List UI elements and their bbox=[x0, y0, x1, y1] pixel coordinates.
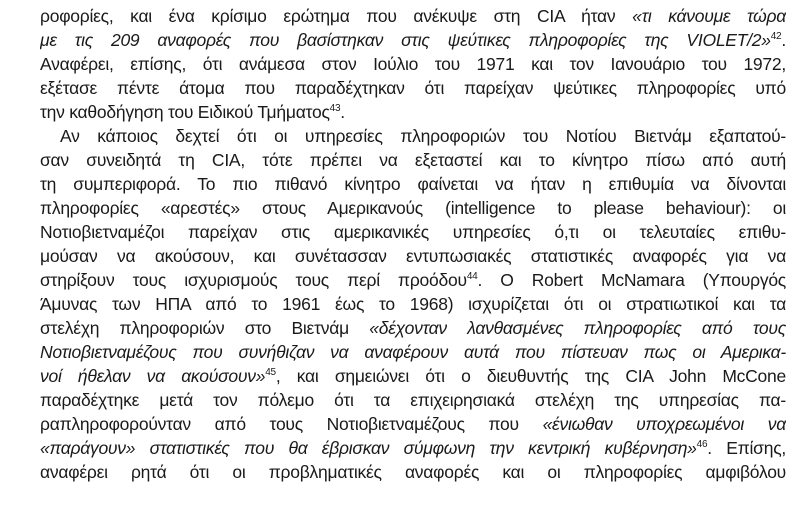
text-line bbox=[40, 292, 786, 316]
text-line bbox=[40, 196, 786, 220]
text-line bbox=[40, 220, 786, 244]
text-line bbox=[40, 460, 786, 484]
text-line bbox=[40, 412, 786, 436]
text-line bbox=[40, 364, 786, 388]
body-text: ροφορίες, και ένα κρίσιμο ερώτημα που ανέκυψε στη CIA ήταν bbox=[40, 6, 633, 26]
text-line bbox=[40, 52, 786, 76]
text-line bbox=[40, 244, 786, 268]
text-line bbox=[40, 28, 786, 52]
quoted-text: με τις 209 αναφορές που βασίστηκαν στις ψεύτικες πληροφορίες της VIOLET/2» bbox=[40, 30, 771, 50]
quoted-text: «τι κάνουμε τώρα bbox=[632, 6, 786, 26]
body-text: Αναφέρει, επίσης, ότι ανάμεσα στον Ιούλιο του 1971 και τον Ιανουάριο του 1972, bbox=[40, 54, 786, 74]
body-text: . Ο Robert McNamara (Υπουργός bbox=[477, 270, 786, 290]
footnote-ref: 44 bbox=[466, 271, 478, 282]
footnote-ref: 42 bbox=[770, 31, 782, 42]
body-text: τη συμπεριφορά. Το πιο πιθανό κίνητρο φαίνεται να ήταν η επιθυμία να δίνονται bbox=[40, 174, 786, 194]
body-text: ραπληροφορούνταν από τους Νοτιοβιετναμέζους που bbox=[40, 414, 543, 434]
body-text: . bbox=[340, 102, 345, 122]
body-text: μούσαν να ακούσουν, και συνέτασσαν εντυπωσιακές στατιστικές αναφορές για να bbox=[40, 246, 786, 266]
footnote-ref: 45 bbox=[265, 367, 276, 378]
text-line bbox=[40, 388, 786, 412]
text-line bbox=[40, 4, 786, 28]
body-text: . Επίσης, bbox=[707, 438, 786, 458]
text-line bbox=[40, 76, 786, 100]
body-text: . bbox=[781, 30, 786, 50]
document-page bbox=[40, 4, 786, 484]
quoted-text: Νοτιοβιετναμέζους που συνήθιζαν να αναφέρουν αυτά που πίστευαν πως οι Αμερικα- bbox=[40, 342, 786, 362]
text-line bbox=[40, 340, 786, 364]
body-text: Νοτιοβιετναμέζοι παρείχαν στις αμερικανικές υπηρεσίες ό,τι οι τελευταίες επιθυ- bbox=[40, 222, 786, 242]
text-line bbox=[40, 172, 786, 196]
body-text: παραδέχτηκε μετά τον πόλεμο ότι τα επιχειρησιακά στελέχη της υπηρεσίας πα- bbox=[40, 390, 786, 410]
quoted-text: «παράγουν» στατιστικές που θα έβρισκαν σύμφωνη την κεντρική κυβέρνηση» bbox=[40, 438, 697, 458]
body-text: Άμυνας των ΗΠΑ από το 1961 έως το 1968) ισχυρίζεται ότι οι στρατιωτικοί και τα bbox=[40, 294, 786, 314]
text-line bbox=[40, 148, 786, 172]
text-line bbox=[40, 268, 786, 292]
body-text: αναφέρει ρητά ότι οι προβληματικές αναφορές και οι πληροφορίες αμφιβόλου bbox=[40, 462, 786, 482]
body-text: στηρίξουν τους ισχυρισμούς τους περί προόδου bbox=[40, 270, 467, 290]
footnote-ref: 43 bbox=[329, 103, 341, 114]
quoted-text: νοί ήθελαν να ακούσουν» bbox=[40, 366, 266, 386]
body-text: στελέχη πληροφοριών στο Βιετνάμ bbox=[40, 318, 370, 338]
body-text: την καθοδήγηση του Ειδικού Τμήματος bbox=[40, 102, 330, 122]
text-line bbox=[40, 100, 786, 124]
body-text: εξέτασε πέντε άτομα που παραδέχτηκαν ότι παρείχαν ψεύτικες πληροφορίες υπό bbox=[40, 78, 786, 98]
body-text: Αν κάποιος δεχτεί ότι οι υπηρεσίες πληροφοριών του Νοτίου Βιετνάμ εξαπατού- bbox=[60, 126, 786, 146]
text-line bbox=[40, 124, 786, 148]
body-text: πληροφορίες «αρεστές» στους Αμερικανούς (intelligence to please behaviour): οι bbox=[40, 198, 786, 218]
text-line bbox=[40, 436, 786, 460]
quoted-text: «ένιωθαν υποχρεωμένοι να bbox=[542, 414, 786, 434]
text-line bbox=[40, 316, 786, 340]
footnote-ref: 46 bbox=[696, 439, 708, 450]
quoted-text: «δέχονταν λανθασμένες πληροφορίες από τους bbox=[369, 318, 786, 338]
body-text: , και σημειώνει ότι ο διευθυντής της CIA John McCone bbox=[275, 366, 786, 386]
body-text: σαν συνειδητά τη CIA, τότε πρέπει να εξεταστεί και το κίνητρο πίσω από αυτή bbox=[40, 150, 786, 170]
